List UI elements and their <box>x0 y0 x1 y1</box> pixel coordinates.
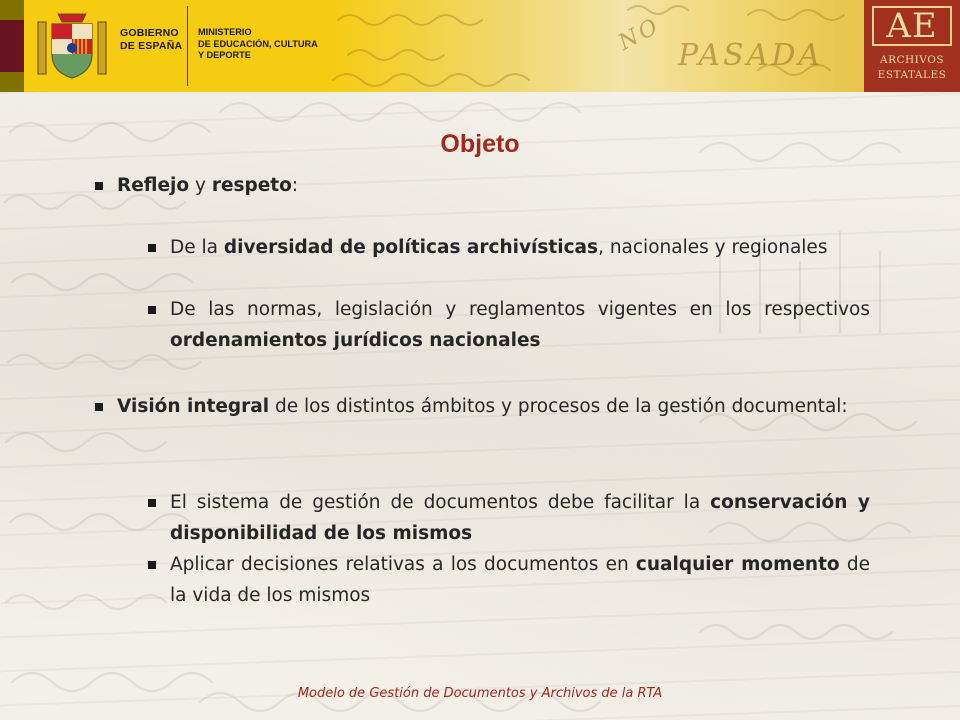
eu-spain-flag-strip <box>0 0 24 92</box>
text: : <box>291 175 299 196</box>
text: respeto <box>211 175 292 196</box>
government-label: GOBIERNO DE ESPAÑA <box>120 27 183 52</box>
text: y <box>189 175 212 196</box>
coat-of-arms-icon <box>34 8 110 84</box>
text: de los distintos ámbitos y procesos de la gestión documental: <box>269 396 848 417</box>
text: El sistema de gestión de documentos debe facilitar la <box>170 492 711 513</box>
text: cualquier momento <box>635 554 840 575</box>
ae-mark: AE <box>872 6 952 46</box>
header-divider <box>187 6 188 86</box>
bullet-vision-integral <box>117 391 870 422</box>
text: De las normas, legislación y reglamentos vigentes en los respectivos <box>170 299 870 320</box>
square-bullet-icon <box>148 244 156 252</box>
text: ordenamientos jurídicos nacionales <box>170 330 541 351</box>
ae-label-line1: ARCHIVOS <box>879 54 945 66</box>
manuscript-banner <box>328 0 864 92</box>
square-bullet-icon <box>95 182 103 190</box>
ae-label-line2: ESTATALES <box>877 69 947 81</box>
bullet-normas-legislacion <box>170 294 870 356</box>
text: Reflejo <box>117 175 190 196</box>
ministry-label: MINISTERIO DE EDUCACIÓN, CULTURA Y DEPORTE <box>198 27 318 60</box>
bullet-sistema-gestion <box>170 487 870 549</box>
archivos-estatales-logo <box>864 0 960 92</box>
text: de la vida de los mismos <box>170 554 870 606</box>
text: De la <box>170 237 224 258</box>
text: Aplicar decisiones relativas a los documentos en <box>170 554 636 575</box>
text: Visión integral <box>117 396 270 417</box>
text: , nacionales y regionales <box>598 237 828 258</box>
text: diversidad de políticas archivísticas <box>223 237 599 258</box>
slide-title: Objeto <box>440 130 520 158</box>
banner-word-pasada: PASADA <box>678 38 824 73</box>
square-bullet-icon <box>148 499 156 507</box>
square-bullet-icon <box>95 403 103 411</box>
text: conservación y disponibilidad de los mismos <box>170 492 870 544</box>
bullet-aplicar-decisiones <box>170 549 870 611</box>
bullet-reflejo-respeto <box>117 170 870 201</box>
square-bullet-icon <box>148 561 156 569</box>
bullet-diversidad-politicas <box>170 232 870 263</box>
header-bar <box>0 0 960 92</box>
square-bullet-icon <box>148 306 156 314</box>
slide-footer: Modelo de Gestión de Documentos y Archivos de la RTA <box>297 686 663 701</box>
banner-word-no: NO <box>614 13 665 56</box>
